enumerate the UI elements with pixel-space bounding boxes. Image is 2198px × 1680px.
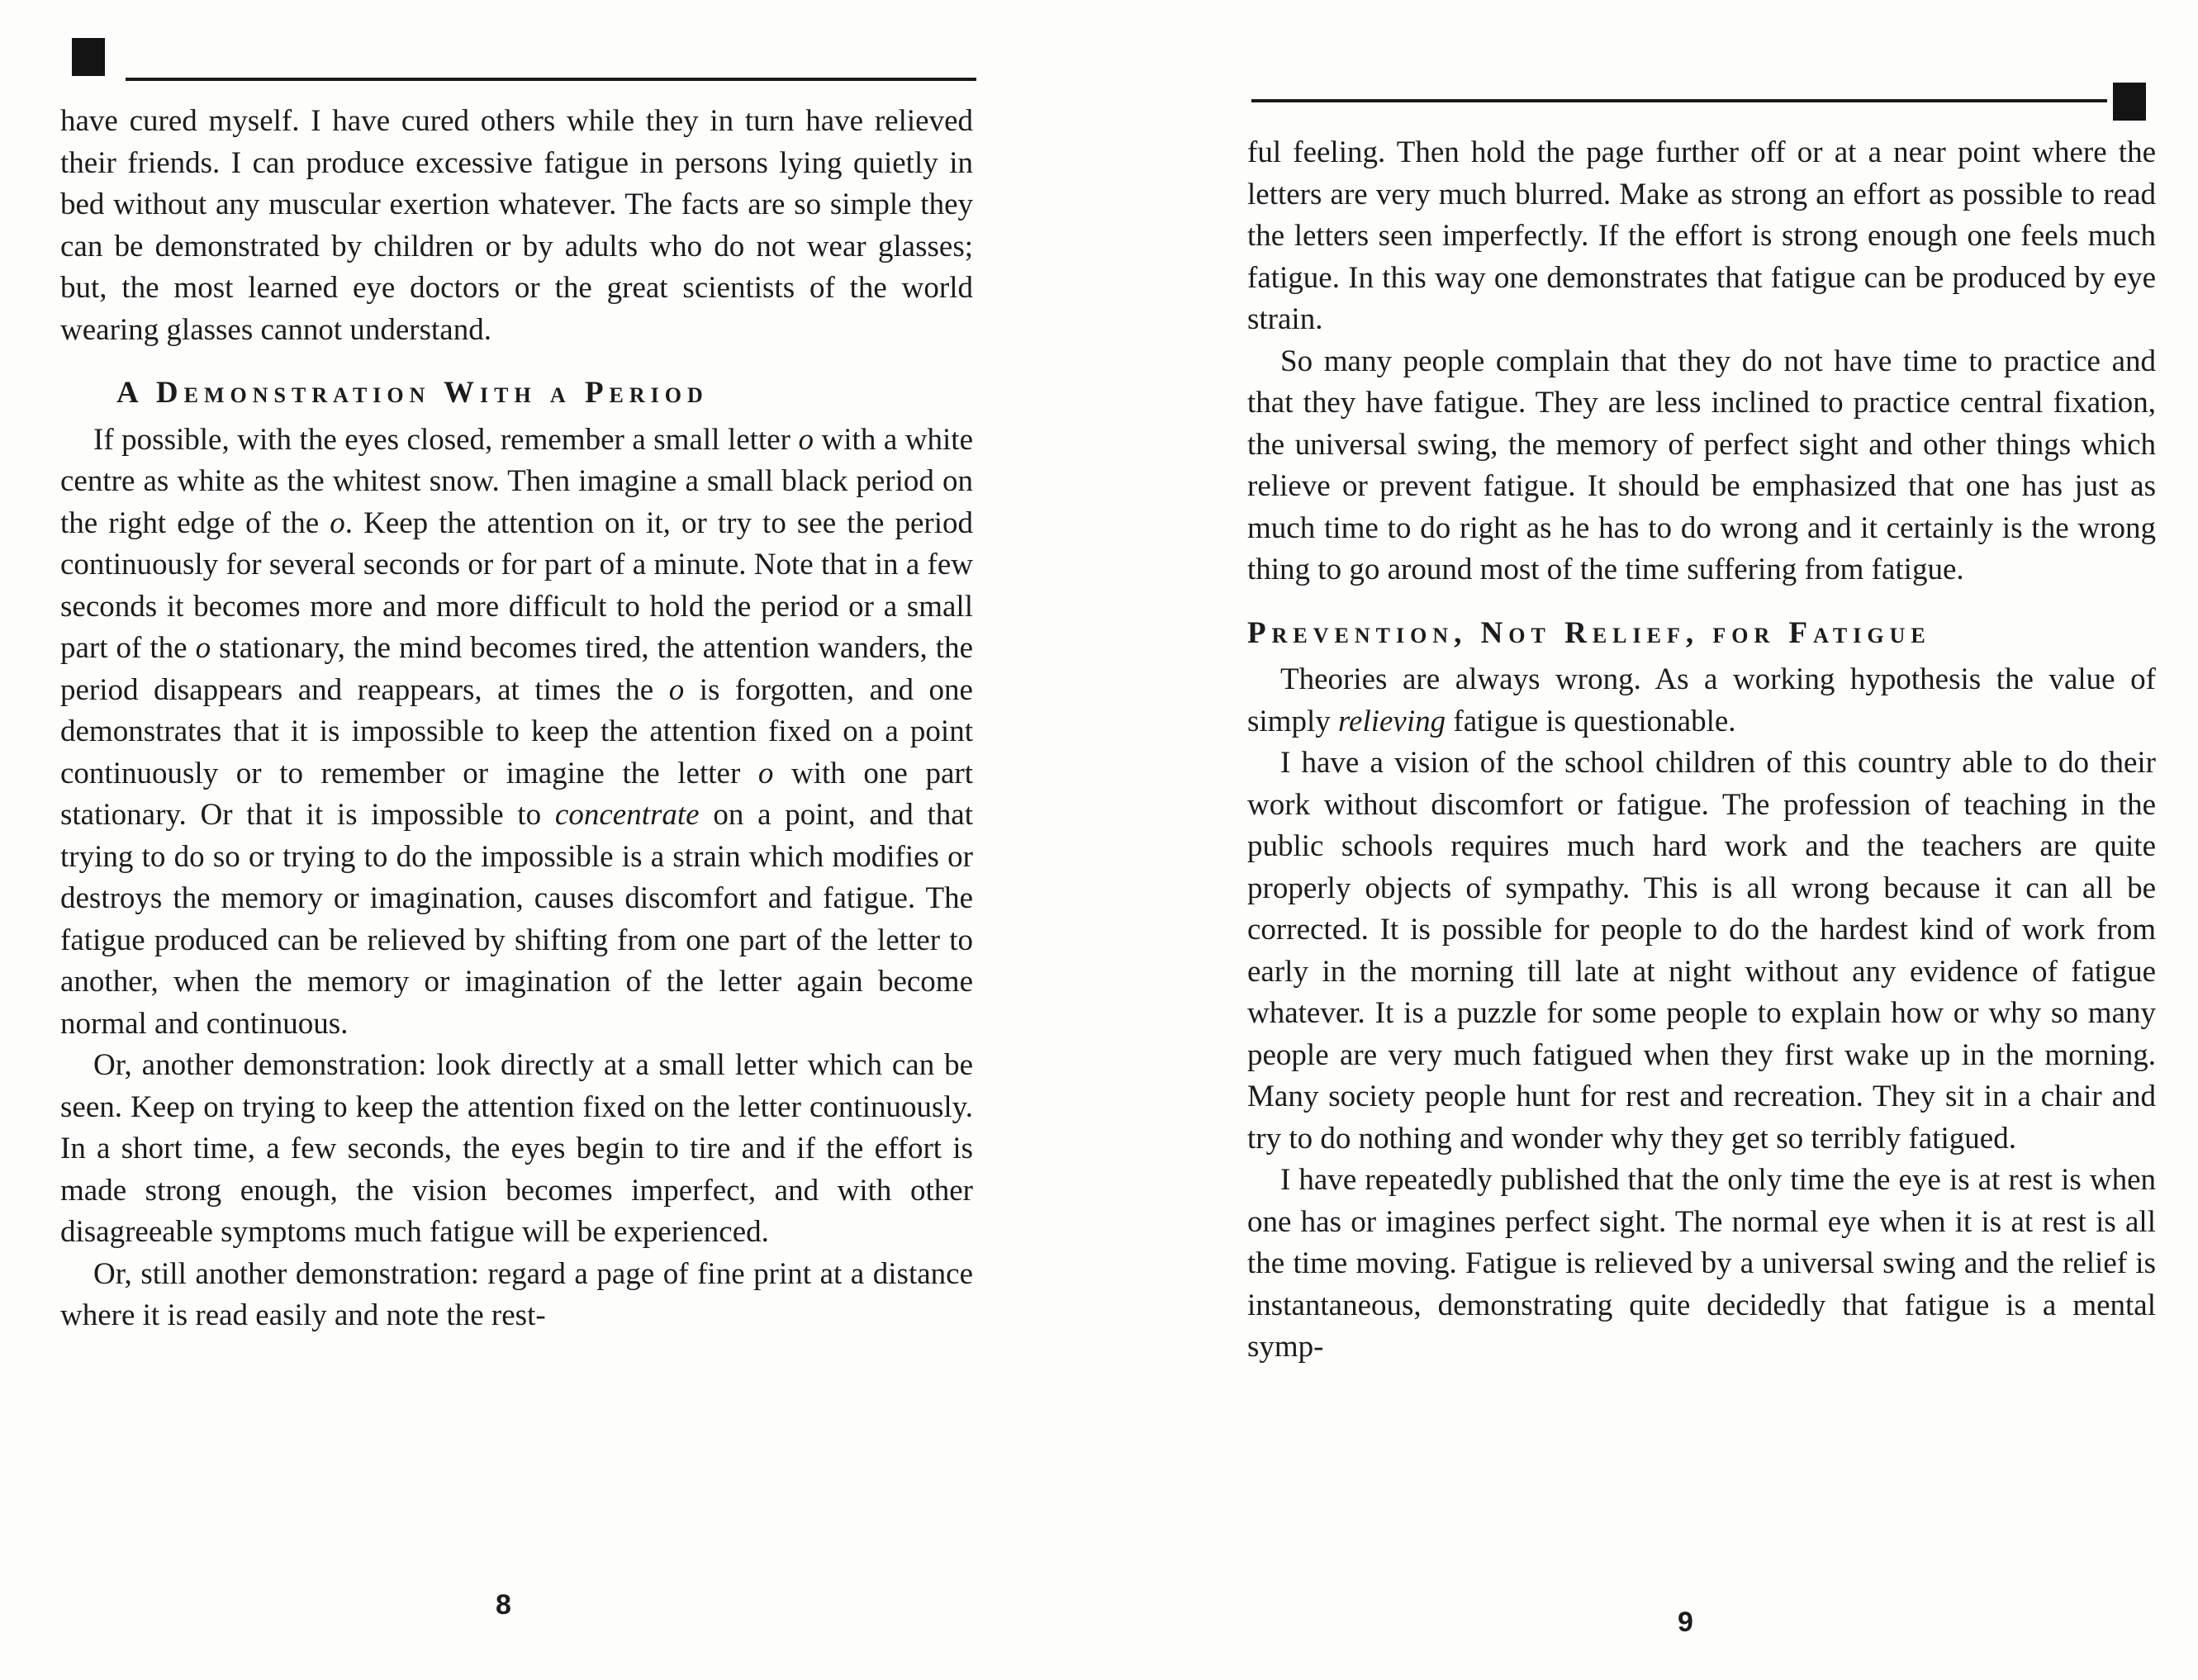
- section-heading: A Demonstration With a Period: [116, 376, 709, 410]
- header-rule: [126, 78, 976, 81]
- paragraph: If possible, with the eyes closed, remember a small letter o with a white centre as white as the whitest snow. Then imagine a small black period on the right edge of the o. Keep the attention on it, or try to see the period continuously for several seconds or for part of a minute. Note that in a few seconds it becomes more and more difficult to hold the period or a small part of the o stationary, the mind becomes tired, the attention wanders, the period disappears and reappears, at times the o is forgotten, and one demonstrates that it is impossible to keep the attention fixed on a point continuously or to remember or imagine the letter o with one part stationary. Or that it is impossible to concentrate on a point, and that trying to do so or trying to do the impossible is a strain which modifies or destroys the memory or imagination, causes discomfort and fatigue. The fatigue produced can be relieved by shifting from one part of the letter to another, when the memory or imagination of the letter again become normal and continuous.: [60, 422, 974, 1041]
- right-page: [1099, 0, 2198, 1680]
- paragraph: So many people complain that they do not have time to practice and that they have fatigue. They are less inclined to practice central fixation, the universal swing, the memory of perfect sight and other things which relieve or prevent fatigue. It should be emphasized that one has just as much time to do right as he has to do wrong and it certainly is the wrong thing to go around most of the time suffering from fatigue.: [1247, 344, 2156, 586]
- page-number: 8: [496, 1589, 511, 1621]
- paragraph: I have repeatedly published that the only time the eye is at rest is when one has or imagines perfect sight. The normal eye when it is at rest is all the time moving. Fatigue is relieved by a universal swing and the relief is instantaneous, demonstrating quite decidedly that fatigue is a mental symp-: [1247, 1163, 2156, 1364]
- corner-mark: [72, 38, 105, 76]
- paragraph: Or, still another demonstration: regard a page of fine print at a distance where it is read easily and note the rest-: [60, 1256, 973, 1332]
- section-heading: Prevention, Not Relief, for Fatigue: [1247, 615, 1931, 650]
- right-page-body: [1247, 132, 2156, 1369]
- paragraph: Or, another demonstration: look directly at a small letter which can be seen. Keep on trying to keep the attention fixed on the letter continuously. In a short time, a few seconds, the eyes begin to tire and if the effort is made strong enough, the vision becomes imperfect, and with other disagreeable symptoms much fatigue will be experienced.: [60, 1048, 973, 1249]
- left-page-body: [60, 101, 973, 1337]
- header-rule: [1251, 99, 2107, 102]
- paragraph: ful feeling. Then hold the page further off or at a near point where the letters are very much blurred. Make as strong an effort as possible to read the letters seen imperfectly. If the effort is strong enough one feels much fatigue. In this way one demonstrates that fatigue can be produced by eye strain.: [1247, 135, 2156, 336]
- paragraph: have cured myself. I have cured others while they in turn have relieved their friends. I can produce excessive fatigue in persons lying quietly in bed without any muscular exertion whatever. The facts are so simple they can be demonstrated by children or by adults who do not wear glasses; but, the most learned eye doctors or the great scientists of the world wearing glasses cannot understand.: [60, 104, 973, 347]
- paragraph: Theories are always wrong. As a working hypothesis the value of simply relieving fatigue is questionable.: [1247, 662, 2156, 738]
- corner-mark: [2113, 83, 2146, 121]
- paragraph: I have a vision of the school children of this country able to do their work without discomfort or fatigue. The profession of teaching in the public schools requires much hard work and the teachers are quite properly objects of sympathy. This is all wrong because it can all be corrected. It is possible for people to do the hardest kind of work from early in the morning till late at night without any evidence of fatigue whatever. It is a puzzle for some people to explain how or why so many people are very much fatigued when they first wake up in the morning. Many society people hunt for rest and recreation. They sit in a chair and try to do nothing and wonder why they get so terribly fatigued.: [1247, 746, 2156, 1156]
- page-number: 9: [1678, 1606, 1693, 1638]
